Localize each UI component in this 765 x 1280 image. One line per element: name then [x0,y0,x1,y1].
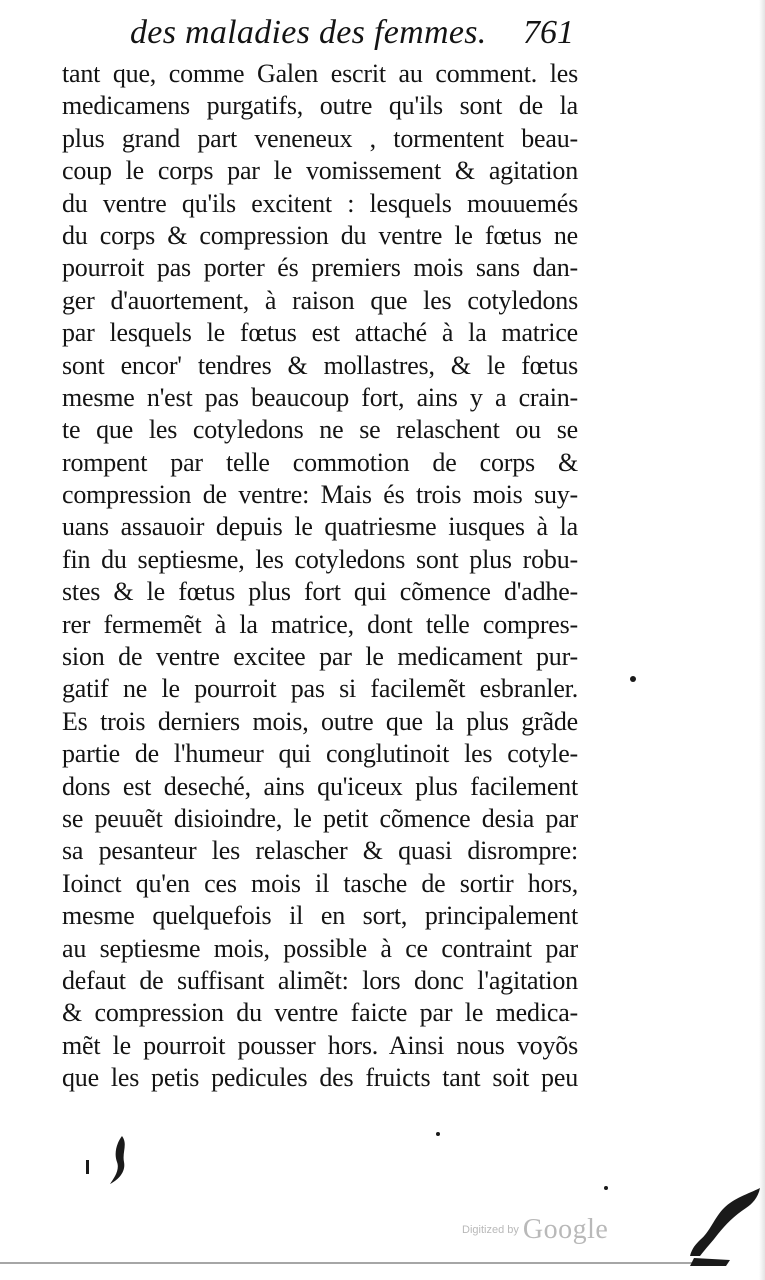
text-line: uans assauoir depuis le quatriesme iusques à la [62,512,578,542]
text-line: & compression du ventre faicte par le medica- [62,998,578,1028]
text-line: te que les cotyledons ne se relaschent ou se [62,415,578,445]
corner-flourish-mark [690,1186,762,1270]
text-line: tant que, comme Galen escrit au comment. les [62,59,578,88]
text-line: defaut de suffisant alimẽt: lors donc l'agitation [62,965,578,995]
text-line: du corps & compression du ventre le fœtus ne [62,220,578,250]
text-line: sont encor' tendres & mollastres, & le fœtus [62,350,578,380]
page-edge-shadow [759,0,765,1280]
text-line: sion de ventre excitee par le medicament pur- [62,642,578,672]
bottom-edge-line [0,1262,700,1264]
text-line: dons est deseché, ains qu'iceux plus facilement [62,771,578,801]
body-text [62,58,578,1095]
ink-speck [436,1132,440,1136]
text-line: pourroit pas porter és premiers mois sans dan- [62,253,578,283]
text-line: rompent par telle commotion de corps & [62,447,578,477]
text-line: Es trois derniers mois, outre que la plus grãde [62,706,578,736]
watermark-brand: Google [522,1214,609,1245]
text-line: coup le corps par le vomissement & agitation [62,156,578,186]
text-line: stes & le fœtus plus fort qui cõmence d'adhe- [62,577,578,607]
watermark-prefix: Digitized by [462,1224,519,1236]
text-line: mẽt le pourroit pousser hors. Ainsi nous voyõs [62,1030,578,1060]
text-line: partie de l'humeur qui conglutinoit les cotyle- [62,739,578,769]
text-line: sa pesanteur les relascher & quasi disrompre: [62,836,578,866]
ink-speck [604,1186,608,1190]
text-line: medicamens purgatifs, outre qu'ils sont de la [62,91,578,121]
text-line: rer fermemẽt à la matrice, dont telle compres- [62,609,578,639]
text-line: que les petis pedicules des fruicts tant soit peu [62,1063,578,1093]
page-number: 761 [523,14,574,51]
text-line: fin du septiesme, les cotyledons sont plus robu- [62,544,578,574]
ink-speck [630,676,636,682]
text-line: mesme n'est pas beaucoup fort, ains y a crain- [62,382,578,412]
text-line: ger d'auortement, à raison que les cotyledons [62,285,578,315]
text-line: par lesquels le fœtus est attaché à la matrice [62,318,578,348]
text-line: du ventre qu'ils excitent : lesquels mouuemés [62,188,578,218]
text-line: gatif ne le pourroit pas si facilemẽt esbranler. [62,674,578,704]
text-line: plus grand part veneneux , tormentent beau- [62,123,578,153]
text-line: compression de ventre: Mais és trois mois suy- [62,480,578,510]
running-title: des maladies des femmes. [130,14,487,51]
text-line: Ioinct qu'en ces mois il tasche de sortir hors, [62,868,578,898]
ink-smudge-mark [84,1130,144,1190]
digitized-by-watermark [462,1214,632,1254]
text-line: au septiesme mois, possible à ce contraint par [62,933,578,963]
text-line: se peuuẽt disioindre, le petit cõmence desia par [62,803,578,833]
page-header [130,14,580,58]
text-line: mesme quelquefois il en sort, principalement [62,901,578,931]
